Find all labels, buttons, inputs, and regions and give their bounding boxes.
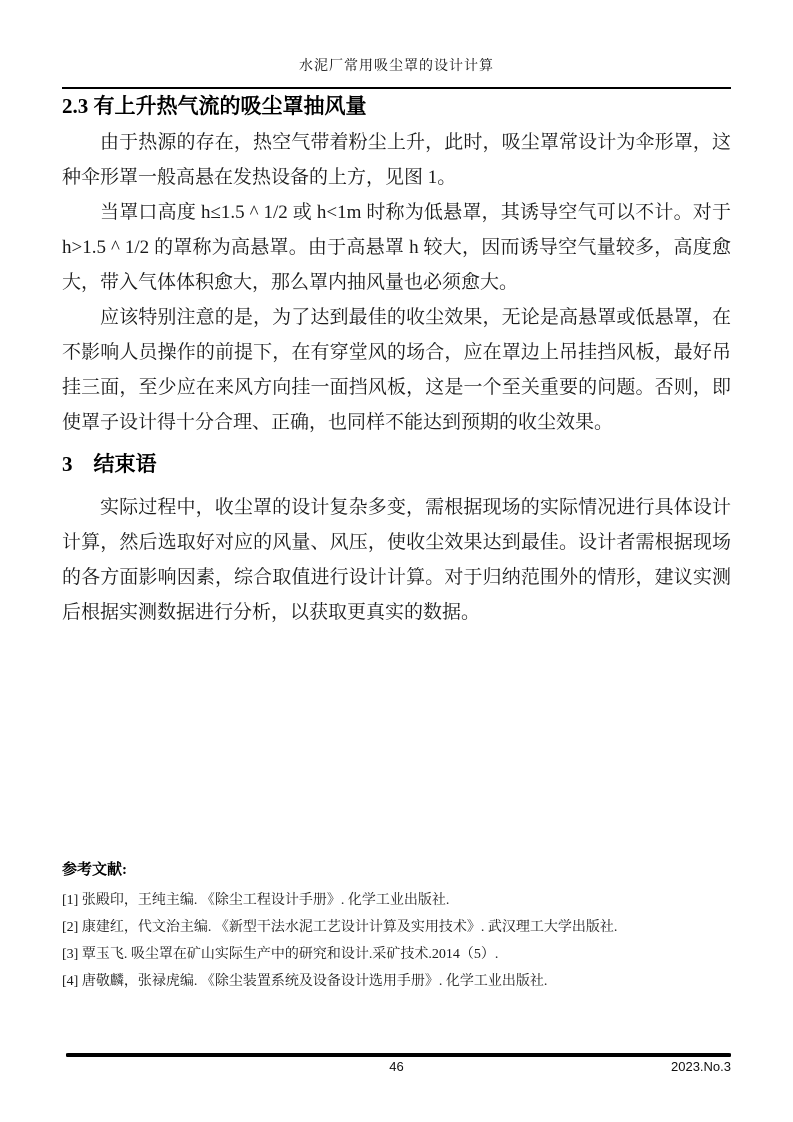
references-section [62,858,731,995]
page-footer [62,1059,731,1077]
section-heading-2-3: 2.3 有上升热气流的吸尘罩抽风量 [62,94,367,118]
footer-rule [66,1053,731,1057]
references-heading: 参考文献: [62,862,127,878]
running-header-title: 水泥厂常用吸尘罩的设计计算 [299,59,494,74]
header-rule [62,87,731,89]
paragraph-windshield-note: 应该特别注意的是，为了达到最佳的收尘效果，无论是高悬罩或低悬罩，在不影响人员操作的前提下，在有穿堂风的场合，应在罩边上吊挂挡风板，最好吊挂三面，至少应在来风方向挂一面挡风板，这是一个至关重要的问题。否则，即使罩子设计得十分合理、正确，也同样不能达到预期的收尘效果。 [62,307,731,433]
main-text-column [62,92,731,630]
reference-item-1: [1] 张殿印，王纯主编. 《除尘工程设计手册》. 化学工业出版社. [62,893,450,908]
paragraph-hot-airflow-intro: 由于热源的存在，热空气带着粉尘上升，此时，吸尘罩常设计为伞形罩，这种伞形罩一般高悬在发热设备的上方，见图 1。 [62,132,731,188]
page-number: 46 [389,1059,404,1074]
section-heading-conclusion: 3 结束语 [62,452,157,476]
reference-item-3: [3] 覃玉飞. 吸尘罩在矿山实际生产中的研究和设计.采矿技术.2014（5）. [62,947,499,962]
paragraph-conclusion: 实际过程中，收尘罩的设计复杂多变，需根据现场的实际情况进行具体设计计算，然后选取好对应的风量、风压，使收尘效果达到最佳。设计者需根据现场的各方面影响因素，综合取值进行设计计算。对于归纳范围外的情形，建议实测后根据实测数据进行分析，以获取更真实的数据。 [62,497,731,623]
reference-item-4: [4] 唐敬麟，张禄虎编. 《除尘装置系统及设备设计选用手册》. 化学工业出版社. [62,974,548,989]
paragraph-hood-height-rule: 当罩口高度 h≤1.5 ^ 1/2 或 h<1m 时称为低悬罩，其诱导空气可以不计。对于 h>1.5 ^ 1/2 的罩称为高悬罩。由于高悬罩 h 较大，因而诱导空气量较多，高度愈大，带入气体体积愈大，那么罩内抽风量也必须愈大。 [62,202,731,293]
journal-issue-label: 2023.No.3 [671,1059,731,1074]
reference-item-2: [2] 康建红，代文治主编. 《新型干法水泥工艺设计计算及实用技术》. 武汉理工大学出版社. [62,920,618,935]
